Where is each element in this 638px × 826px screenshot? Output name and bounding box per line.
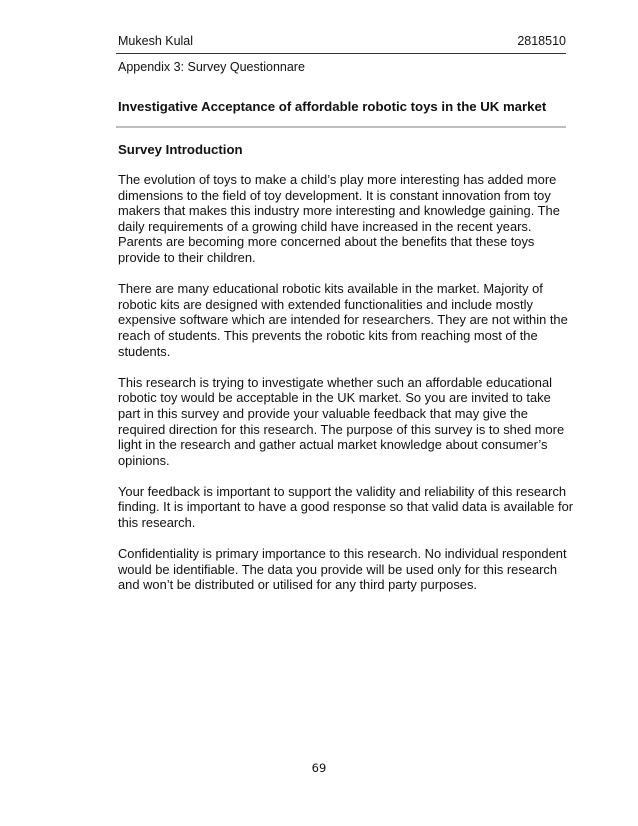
text-line: required direction for this research. The purpose of this survey is to shed more — [118, 421, 565, 437]
text-line: There are many educational robotic kits available in the market. Majority of — [118, 281, 543, 297]
text-line: expensive software which are intended for researchers. They are not within the — [118, 312, 568, 328]
text-line: dimensions to the field of toy development. It is constant innovation from toy — [118, 187, 551, 203]
text-line: Confidentiality is primary importance to this research. No individual respondent — [118, 546, 567, 562]
text-line: opinions. — [118, 452, 170, 468]
text-line: robotic toy would be acceptable in the UK market. So you are invited to take — [118, 390, 551, 406]
header-student-id: 2818510 — [517, 34, 566, 48]
title-divider — [116, 126, 566, 128]
paragraph-confidentiality — [118, 546, 568, 593]
text-line: finding. It is important to have a good response so that valid data is available for — [118, 499, 574, 515]
text-line: This research is trying to investigate whether such an affordable educational — [118, 374, 552, 390]
text-line: The evolution of toys to make a child’s play more interesting has added more — [118, 172, 557, 187]
text-line: Your feedback is important to support the validity and reliability of this research — [118, 483, 567, 499]
text-line: Parents are becoming more concerned about the benefits that these toys — [118, 234, 535, 250]
paragraph-research-purpose — [118, 375, 568, 469]
text-line: robotic kits are designed with extended functionalities and include mostly — [118, 296, 533, 312]
text-line: students. — [118, 343, 171, 359]
text-line: part in this survey and provide your valuable feedback that may give the — [118, 405, 528, 421]
text-line: provide to their children. — [118, 249, 256, 265]
text-line: light in the research and gather actual market knowledge about consumer’s — [118, 437, 548, 453]
header-divider — [116, 53, 566, 54]
paragraph-toy-evolution — [118, 172, 568, 266]
text-line: reach of students. This prevents the robotic kits from reaching most of the — [118, 327, 538, 343]
survey-introduction-body — [118, 172, 574, 609]
text-line: makers that makes this industry more interesting and knowledge gaining. The — [118, 203, 560, 219]
section-heading: Survey Introduction — [118, 142, 243, 157]
document-title: Investigative Acceptance of affordable robotic toys in the UK market — [118, 99, 547, 114]
text-line: and won’t be distributed or utilised for any third party purposes. — [118, 577, 477, 593]
paragraph-feedback — [118, 483, 574, 531]
text-line: would be identifiable. The data you provide will be used only for this research — [118, 561, 558, 577]
page-header — [118, 34, 566, 50]
header-author: Mukesh Kulal — [118, 34, 194, 48]
appendix-label: Appendix 3: Survey Questionnare — [118, 60, 305, 74]
paragraph-robotic-kits — [118, 281, 568, 359]
text-line: this research. — [118, 515, 196, 531]
text-line: daily requirements of a growing child have increased in the recent years. — [118, 218, 532, 234]
page-number: 69 — [311, 761, 327, 775]
